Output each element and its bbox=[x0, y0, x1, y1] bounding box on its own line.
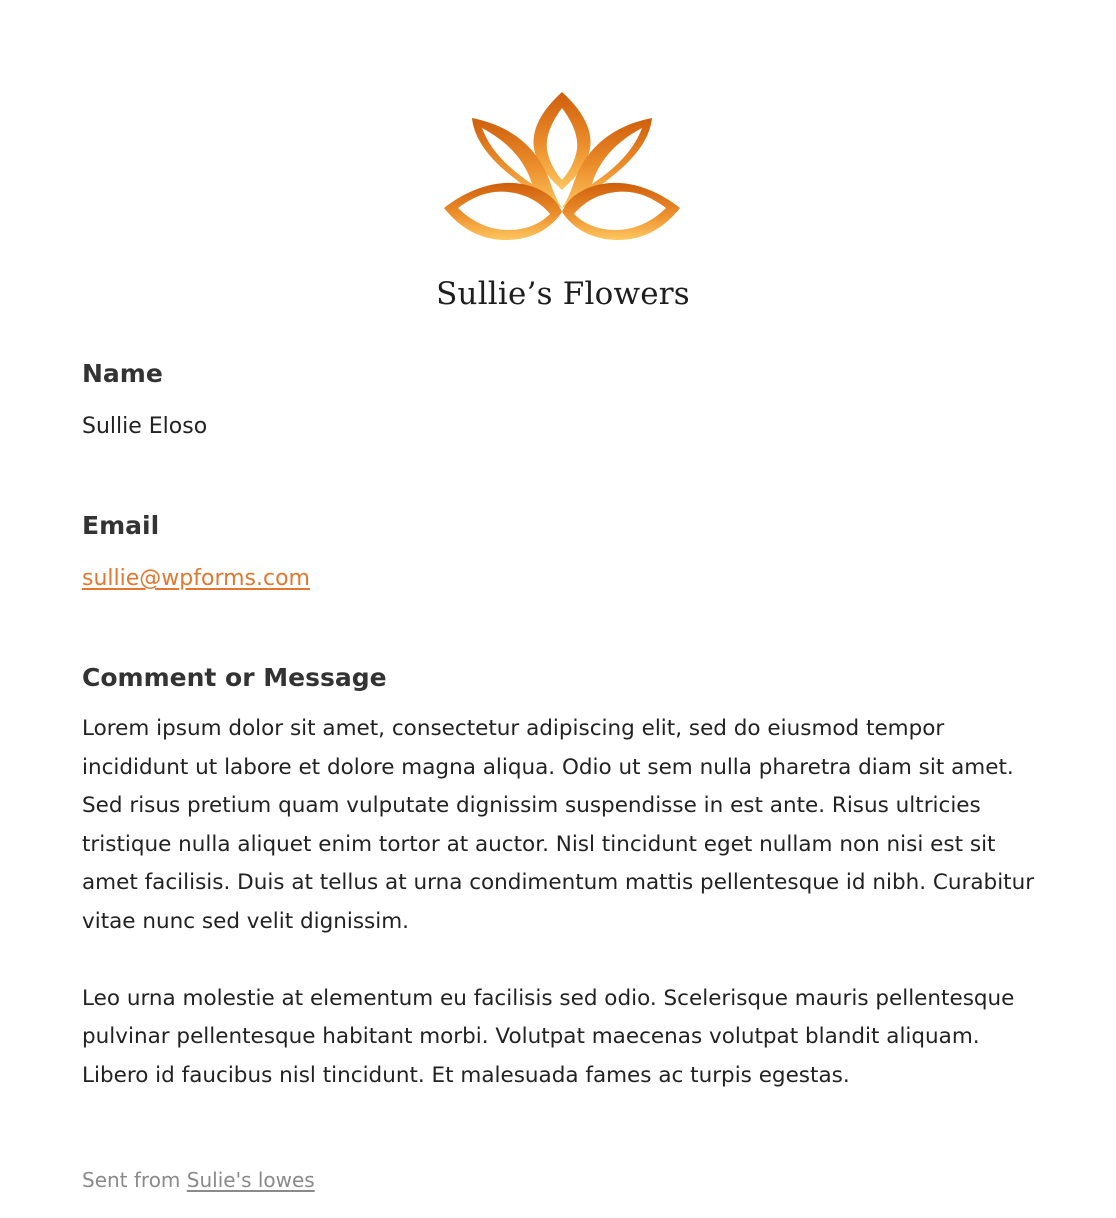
lotus-flower-icon bbox=[442, 90, 682, 246]
email-field bbox=[82, 508, 1042, 598]
name-field bbox=[82, 356, 1042, 446]
email-value bbox=[82, 560, 1042, 598]
email-footer bbox=[82, 1164, 315, 1196]
footer-prefix: Sent from bbox=[82, 1168, 181, 1192]
message-paragraph: Leo urna molestie at elementum eu facilisis sed odio. Scelerisque mauris pellentesque pulvinar pellentesque habitant morbi. Volutpat maecenas volutpat blandit aliquam. Libero id faucibus nisl tincidunt. Et malesuada fames ac turpis egestas. bbox=[82, 985, 1015, 1088]
message-label: Comment or Message bbox=[82, 663, 387, 692]
message-field bbox=[82, 660, 1042, 1134]
email-header bbox=[82, 0, 1044, 330]
message-body bbox=[82, 710, 1042, 1095]
message-paragraph: Lorem ipsum dolor sit amet, consectetur adipiscing elit, sed do eiusmod tempor incididunt ut labore et dolore magna aliqua. Odio ut sem nulla pharetra diam sit amet. Sed risus pretium quam vulputate dignissim suspendisse in est ante. Risus ultricies tristique nulla aliquet enim tortor at auctor. Nisl tincidunt eget nullam non nisi est sit amet facilisis. Duis at tellus at urna condimentum mattis pellentesque id nibh. Curabitur vitae nunc sed velit dignissim. bbox=[82, 716, 1035, 934]
footer-site-link[interactable]: Sulie's lowes bbox=[186, 1168, 315, 1192]
brand-name: Sullie’s Flowers bbox=[436, 276, 690, 312]
name-label: Name bbox=[82, 359, 163, 388]
email-link[interactable]: sullie@wpforms.com bbox=[82, 566, 310, 591]
email-label: Email bbox=[82, 511, 160, 540]
name-value: Sullie Eloso bbox=[82, 414, 208, 439]
